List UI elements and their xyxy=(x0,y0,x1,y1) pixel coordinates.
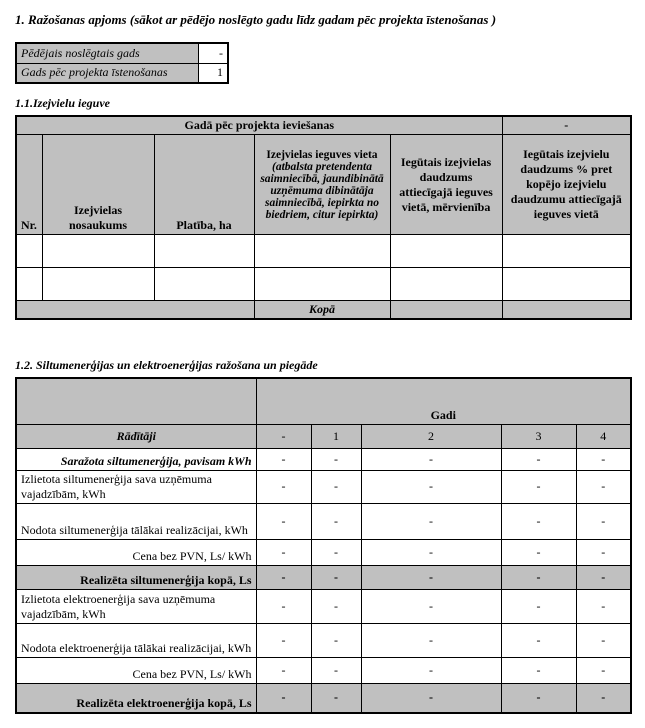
value-cell[interactable]: - xyxy=(311,503,361,539)
row-label: Nodota elektroenerģija tālākai realizācijai, kWh xyxy=(16,623,256,657)
value-cell[interactable]: - xyxy=(361,448,501,470)
value-cell[interactable]: - xyxy=(256,503,311,539)
table-row xyxy=(16,503,631,539)
value-cell[interactable]: - xyxy=(256,657,311,683)
empty-cell[interactable] xyxy=(254,268,390,301)
year-column-header: - xyxy=(256,424,311,448)
value-cell[interactable]: - xyxy=(311,623,361,657)
value-cell[interactable]: - xyxy=(576,589,631,623)
value-cell[interactable]: - xyxy=(256,470,311,503)
page-title: 1. Ražošanas apjoms (sākot ar pēdējo noslēgto gadu līdz gadam pēc projekta īstenošanas ) xyxy=(15,12,497,27)
table-header-row-columns xyxy=(16,424,631,448)
empty-cell[interactable] xyxy=(154,268,254,301)
col-header-material-name: Izejvielas nosaukums xyxy=(42,135,154,235)
section-heading-1-2: 1.2. Siltumenerģijas un elektroenerģijas ražošana un piegāde xyxy=(15,358,318,372)
value-cell[interactable]: - xyxy=(501,448,576,470)
value-cell[interactable]: - xyxy=(361,539,501,565)
top-header-label: Gadā pēc projekta ieviešanas xyxy=(16,116,502,135)
row-label: Saražota siltumenerģija, pavisam kWh xyxy=(16,448,256,470)
value-cell[interactable]: - xyxy=(256,448,311,470)
total-row-spacer xyxy=(16,301,254,320)
table-row xyxy=(16,623,631,657)
value-cell[interactable]: - xyxy=(256,565,311,589)
value-cell[interactable]: - xyxy=(361,565,501,589)
row-label: Nodota siltumenerģija tālākai realizācijai, kWh xyxy=(16,503,256,539)
table-row xyxy=(16,235,631,268)
value-cell[interactable]: - xyxy=(501,565,576,589)
value-cell[interactable]: - xyxy=(361,623,501,657)
row-label: Cena bez PVN, Ls/ kWh xyxy=(16,539,256,565)
value-cell[interactable]: - xyxy=(256,623,311,657)
value-cell[interactable]: - xyxy=(501,657,576,683)
value-cell[interactable]: - xyxy=(501,539,576,565)
year-column-header: 4 xyxy=(576,424,631,448)
value-cell[interactable]: - xyxy=(311,683,361,713)
empty-cell[interactable] xyxy=(42,268,154,301)
year-column-header: 2 xyxy=(361,424,501,448)
value-cell[interactable]: - xyxy=(501,470,576,503)
year-column-header: 3 xyxy=(501,424,576,448)
value-cell[interactable]: - xyxy=(311,448,361,470)
table-top-header-row xyxy=(16,116,631,135)
summary-row xyxy=(16,43,228,63)
value-cell[interactable]: - xyxy=(361,683,501,713)
years-header-label: Gadi xyxy=(256,378,631,424)
empty-cell[interactable] xyxy=(42,235,154,268)
col-header-source-title: Izejvielas ieguves vieta xyxy=(266,148,378,161)
value-cell[interactable]: - xyxy=(576,470,631,503)
table-header-row-years xyxy=(16,378,631,424)
header-corner-cell xyxy=(16,378,256,424)
value-cell[interactable]: - xyxy=(256,539,311,565)
value-cell[interactable]: - xyxy=(576,565,631,589)
value-cell[interactable]: - xyxy=(576,683,631,713)
empty-cell[interactable] xyxy=(502,235,631,268)
value-cell[interactable]: - xyxy=(501,503,576,539)
value-cell[interactable]: - xyxy=(576,623,631,657)
summary-label-last-closed-year: Pēdējais noslēgtais gads xyxy=(16,43,198,63)
indicators-header-label: Rādītāji xyxy=(16,424,256,448)
value-cell[interactable]: - xyxy=(501,683,576,713)
summary-value-year-after-project[interactable]: 1 xyxy=(198,63,228,83)
row-label: Realizēta elektroenerģija kopā, Ls xyxy=(16,683,256,713)
total-value-cell[interactable] xyxy=(390,301,502,320)
summary-table xyxy=(15,42,229,84)
summary-row xyxy=(16,63,228,83)
total-row-heat xyxy=(16,565,631,589)
row-label: Izlietota elektroenerģija sava uzņēmuma vajadzībām, kWh xyxy=(16,589,256,623)
total-row xyxy=(16,301,631,320)
value-cell[interactable]: - xyxy=(256,589,311,623)
col-header-source-note: (atbalsta pretendenta saimniecībā, jaundibinātā uzņēmuma dibinātāja saimniecībā, iepirkta no biedriem, citur iepirkta) xyxy=(260,160,384,221)
table-row xyxy=(16,448,631,470)
row-label: Realizēta siltumenerģija kopā, Ls xyxy=(16,565,256,589)
value-cell[interactable]: - xyxy=(361,470,501,503)
value-cell[interactable]: - xyxy=(256,683,311,713)
col-header-source xyxy=(254,135,390,235)
total-row-electricity xyxy=(16,683,631,713)
value-cell[interactable]: - xyxy=(361,503,501,539)
col-header-percent: Iegūtais izejvielu daudzums % pret kopējo izejvielu daudzumu attiecīgajā ieguves vietā xyxy=(502,135,631,235)
summary-label-year-after-project: Gads pēc projekta īstenošanas xyxy=(16,63,198,83)
table-row xyxy=(16,268,631,301)
section-heading-1-1: 1.1.Izejvielu ieguve xyxy=(15,96,110,110)
value-cell[interactable]: - xyxy=(311,539,361,565)
row-label: Izlietota siltumenerģija sava uzņēmuma vajadzībām, kWh xyxy=(16,470,256,503)
value-cell[interactable]: - xyxy=(311,470,361,503)
empty-cell[interactable] xyxy=(16,235,42,268)
year-column-header: 1 xyxy=(311,424,361,448)
summary-value-last-closed-year[interactable]: - xyxy=(198,43,228,63)
value-cell[interactable]: - xyxy=(501,589,576,623)
value-cell[interactable]: - xyxy=(576,503,631,539)
col-header-nr: Nr. xyxy=(16,135,42,235)
empty-cell[interactable] xyxy=(502,268,631,301)
empty-cell[interactable] xyxy=(154,235,254,268)
value-cell[interactable]: - xyxy=(576,448,631,470)
table-row xyxy=(16,657,631,683)
value-cell[interactable]: - xyxy=(361,657,501,683)
value-cell[interactable]: - xyxy=(501,623,576,657)
row-label: Cena bez PVN, Ls/ kWh xyxy=(16,657,256,683)
energy-production-table xyxy=(15,377,632,714)
col-header-area: Platība, ha xyxy=(154,135,254,235)
total-value-cell[interactable] xyxy=(502,301,631,320)
raw-materials-table xyxy=(15,115,632,320)
value-cell[interactable]: - xyxy=(311,657,361,683)
value-cell[interactable]: - xyxy=(576,539,631,565)
table-row xyxy=(16,539,631,565)
col-header-amount: Iegūtais izejvielas daudzums attiecīgajā ieguves vietā, mērvienība xyxy=(390,135,502,235)
empty-cell[interactable] xyxy=(390,235,502,268)
table-row xyxy=(16,470,631,503)
value-cell[interactable]: - xyxy=(361,589,501,623)
table-header-row xyxy=(16,135,631,235)
value-cell[interactable]: - xyxy=(311,565,361,589)
empty-cell[interactable] xyxy=(390,268,502,301)
value-cell[interactable]: - xyxy=(311,589,361,623)
table-row xyxy=(16,589,631,623)
total-label: Kopā xyxy=(254,301,390,320)
value-cell[interactable]: - xyxy=(576,657,631,683)
empty-cell[interactable] xyxy=(16,268,42,301)
top-header-value[interactable]: - xyxy=(502,116,631,135)
empty-cell[interactable] xyxy=(254,235,390,268)
